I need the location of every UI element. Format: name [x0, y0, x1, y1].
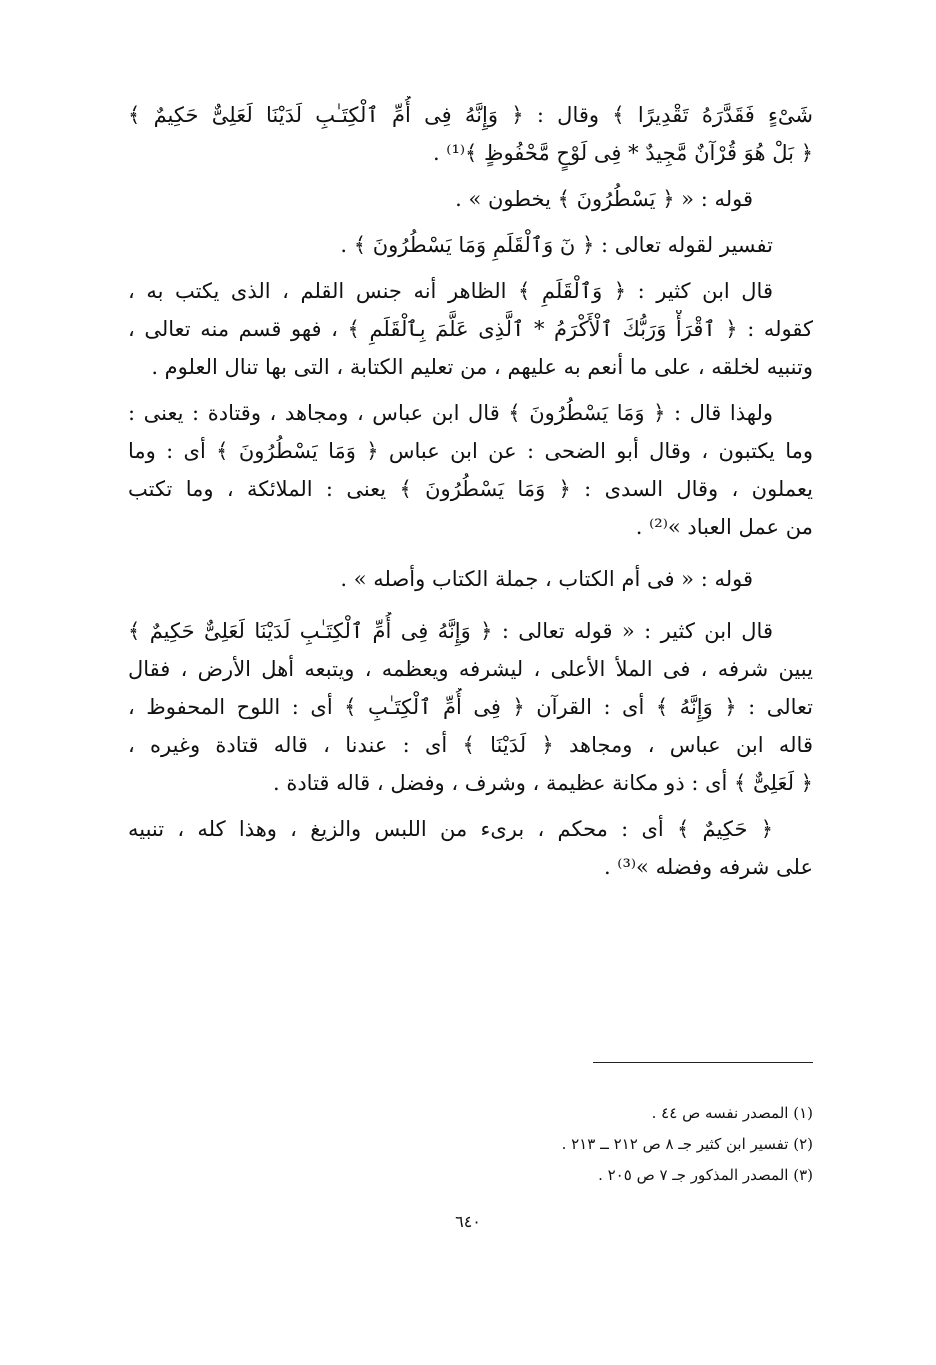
- paragraph-ibn-abbas: [128, 394, 813, 546]
- heading-umm-alkitab: [128, 560, 813, 598]
- paragraph-quran-citation: [128, 96, 813, 172]
- text-line: من عمل العباد »⁽²⁾ .: [635, 515, 813, 539]
- text-line: وما يكتبون ، وقال أبو الضحى : عن ابن عباس ﴿ وَمَا يَسْطُرُونَ ﴾ أى : وما: [128, 439, 813, 463]
- text-line: كقوله : ﴿ ٱقْرَأْ وَرَبُّكَ ٱلْأَكْرَمُ * ٱلَّذِى عَلَّمَ بِٱلْقَلَمِ ﴾ ، فهو قسم منه تعالى ،: [128, 317, 813, 341]
- text-line: ولهذا قال : ﴿ وَمَا يَسْطُرُونَ ﴾ قال ابن عباس ، ومجاهد ، وقتادة : يعنى :: [128, 401, 773, 425]
- text-line: ﴿ حَكِيمٌ ﴾ أى : محكم ، برىء من اللبس والزيغ ، وهذا كله ، تنبيه: [128, 817, 773, 841]
- paragraph-ibn-kathir-sharaf: [128, 612, 813, 802]
- text-line: قوله : « ﴿ يَسْطُرُونَ ﴾ يخطون » .: [455, 187, 753, 211]
- page-body: [128, 96, 813, 886]
- text-line: قال ابن كثير : « قوله تعالى : ﴿ وَإِنَّهُ فِى أُمِّ ٱلْكِتَـٰبِ لَدَيْنَا لَعَلِىٌّ حَكِيمٌ ﴾: [128, 619, 773, 643]
- text-line: قاله ابن عباس ، ومجاهد ﴿ لَدَيْنَا ﴾ أى : عندنا ، قاله قتادة وغيره ،: [128, 733, 813, 757]
- paragraph-hakim: [128, 810, 813, 886]
- text-line: ﴿ بَلْ هُوَ قُرْآنٌ مَّجِيدٌ * فِى لَوْحٍ مَّحْفُوظٍ ﴾⁽¹⁾ .: [432, 141, 813, 165]
- text-line: قال ابن كثير : ﴿ وَٱلْقَلَمِ ﴾ الظاهر أنه جنس القلم ، الذى يكتب به ،: [128, 279, 773, 303]
- footnote-3: (٣) المصدر المذكور جـ ٧ ص ٢٠٥ .: [598, 1166, 813, 1184]
- text-line: شَىْءٍ فَقَدَّرَهُ تَقْدِيرًا ﴾ وقال : ﴿ وَإِنَّهُ فِى أُمِّ ٱلْكِتَـٰبِ لَدَيْنَا لَعَلِىٌّ حَكِيمٌ ﴾: [128, 103, 813, 127]
- paragraph-ibn-kathir-qalam: [128, 272, 813, 386]
- text-line: تعالى : ﴿ وَإِنَّهُ ﴾ أى : القرآن ﴿ فِى أُمِّ ٱلْكِتَـٰبِ ﴾ أى : اللوح المحفوظ ،: [128, 695, 813, 719]
- paragraph-tafsir-intro: [128, 226, 813, 264]
- text-line: وتنبيه لخلقه ، على ما أنعم به عليهم ، من تعليم الكتابة ، التى بها تنال العلوم .: [151, 355, 813, 379]
- footnote-divider: [593, 1062, 813, 1063]
- text-line: قوله : « فى أم الكتاب ، جملة الكتاب وأصله » .: [340, 567, 753, 591]
- heading-yasturun: [128, 180, 813, 218]
- footnote-1: (١) المصدر نفسه ص ٤٤ .: [651, 1104, 813, 1122]
- footnotes: [420, 1098, 813, 1191]
- page-number: ٦٤٠: [455, 1212, 481, 1231]
- text-line: يبين شرفه ، فى الملأ الأعلى ، ليشرفه ويعظمه ، ويتبعه أهل الأرض ، فقال: [128, 657, 813, 681]
- text-line: على شرفه وفضله »⁽³⁾ .: [603, 855, 813, 879]
- text-line: يعملون ، وقال السدى : ﴿ وَمَا يَسْطُرُونَ ﴾ يعنى : الملائكة ، وما تكتب: [128, 477, 813, 501]
- text-line: ﴿ لَعَلِىٌّ ﴾ أى : ذو مكانة عظيمة ، وشرف ، وفضل ، قاله قتادة .: [272, 771, 813, 795]
- text-line: تفسير لقوله تعالى : ﴿ نٓ وَٱلْقَلَمِ وَمَا يَسْطُرُونَ ﴾ .: [340, 233, 773, 257]
- footnote-2: (٢) تفسير ابن كثير جـ ٨ ص ٢١٢ ــ ٢١٣ .: [561, 1135, 813, 1153]
